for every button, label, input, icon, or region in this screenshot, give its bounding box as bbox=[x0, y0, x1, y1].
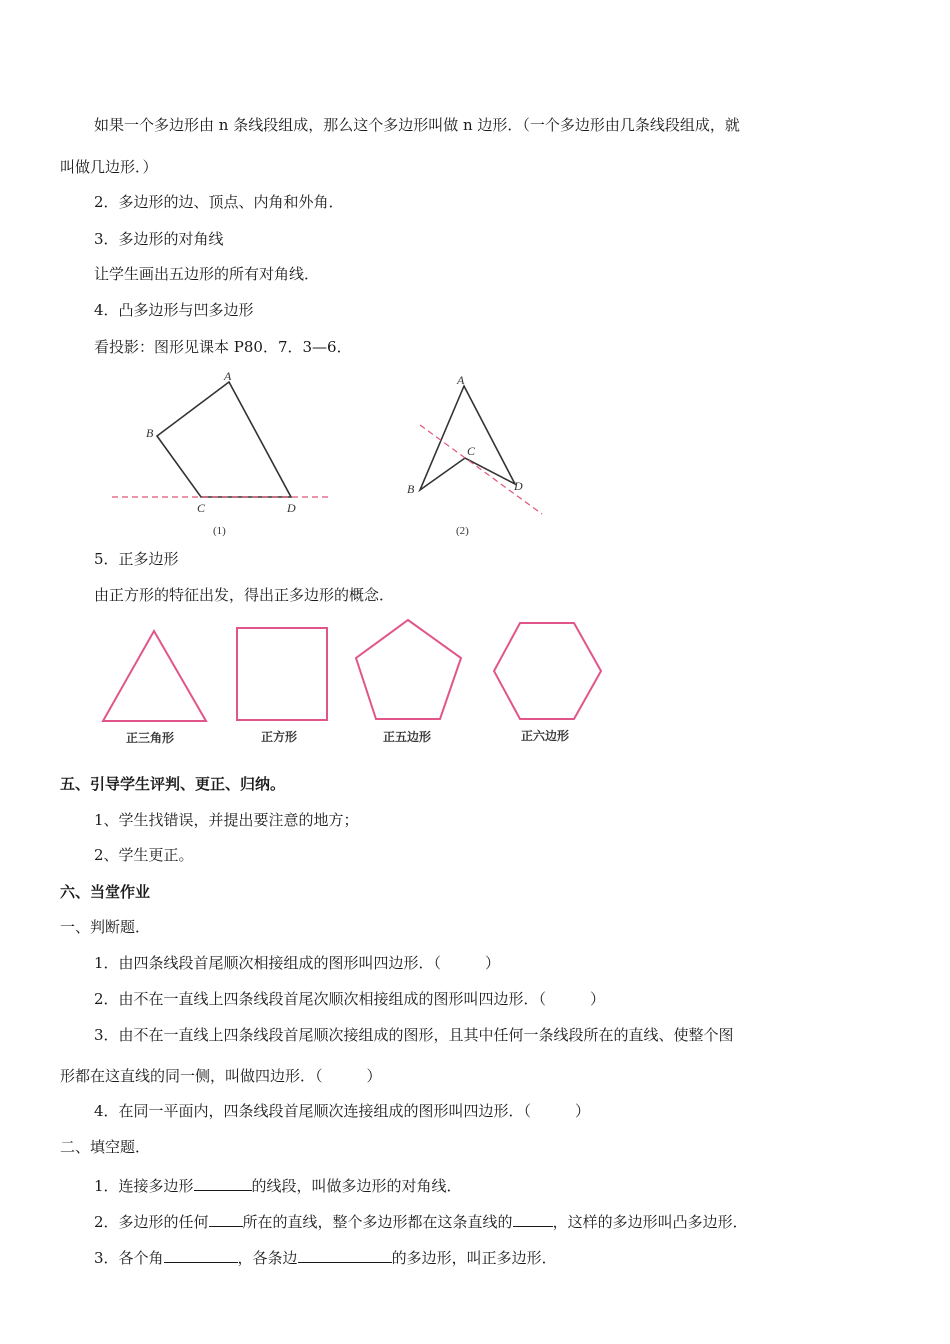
fill-blank-2a[interactable] bbox=[209, 1210, 243, 1227]
fill-blank-2b[interactable] bbox=[513, 1210, 553, 1227]
regular-hexagon bbox=[494, 623, 601, 719]
equilateral-triangle bbox=[103, 631, 206, 721]
label-a-1: A bbox=[224, 369, 232, 383]
fill-blank-3b[interactable] bbox=[298, 1246, 392, 1263]
label-b-1: B bbox=[146, 426, 154, 440]
item-3-note: 让学生画出五边形的所有对角线． bbox=[94, 265, 320, 283]
item-5-note: 由正方形的特征出发，得出正多边形的概念． bbox=[94, 586, 395, 604]
caption-square: 正方形 bbox=[261, 730, 298, 744]
caption-pentagon: 正五边形 bbox=[383, 730, 432, 744]
label-d-2: D bbox=[514, 479, 523, 493]
fill-3-text-c: 的多边形，叫正多边形． bbox=[391, 1249, 557, 1267]
fill-1-text-b: 的线段，叫做多边形的对角线． bbox=[251, 1177, 462, 1195]
question-3-line-2 bbox=[60, 1066, 382, 1086]
fill-3-text-b: ，各条边 bbox=[237, 1249, 298, 1267]
concave-quadrilateral bbox=[420, 386, 515, 490]
fill-1 bbox=[94, 1174, 462, 1196]
question-3-line-1: 3．由不在一直线上四条线段首尾顺次接组成的图形，且其中任何一条线段所在的直线、使整个图 bbox=[94, 1026, 734, 1044]
question-4 bbox=[94, 1101, 590, 1121]
convex-quadrilateral bbox=[157, 382, 291, 497]
close-paren-4: ） bbox=[575, 1102, 591, 1120]
close-paren-1: ） bbox=[485, 954, 501, 972]
item-3: 3．多边形的对角线 bbox=[94, 230, 224, 248]
fill-1-text-a: 1．连接多边形 bbox=[94, 1177, 194, 1195]
fill-3-text-a: 3．各个角 bbox=[94, 1249, 164, 1267]
square-shape bbox=[237, 628, 327, 720]
question-4-text: 4．在同一平面内，四条线段首尾顺次连接组成的图形叫四边形．（ bbox=[94, 1102, 532, 1120]
label-c-2: C bbox=[467, 444, 476, 458]
intro-line-1: 如果一个多边形由 n 条线段组成，那么这个多边形叫做 n 边形．（一个多边形由几条线段组成，就 bbox=[94, 116, 740, 134]
section-5-item-1: 1、学生找错误，并提出要注意的地方； bbox=[94, 811, 359, 829]
regular-pentagon bbox=[356, 620, 461, 719]
fill-2 bbox=[94, 1210, 748, 1232]
part-2-title: 二、填空题． bbox=[60, 1138, 151, 1156]
intro-line-2: 叫做几边形．） bbox=[60, 158, 158, 176]
part-1-title: 一、判断题． bbox=[60, 918, 151, 936]
section-5-title: 五、引导学生评判、更正、归纳。 bbox=[60, 775, 286, 793]
question-3-text: 形都在这直线的同一侧，叫做四边形．（ bbox=[60, 1067, 323, 1085]
fill-2-text-c: ，这样的多边形叫凸多边形． bbox=[552, 1213, 748, 1231]
caption-1: (1) bbox=[213, 525, 226, 537]
item-4-note: 看投影：图形见课本 P80．7．3—6． bbox=[94, 338, 352, 356]
label-d-1: D bbox=[287, 501, 296, 515]
item-5: 5．正多边形 bbox=[94, 550, 179, 568]
item-2: 2．多边形的边、顶点、内角和外角． bbox=[94, 193, 344, 211]
question-2 bbox=[94, 989, 605, 1009]
concave-dashed-line bbox=[420, 425, 542, 514]
fill-2-text-b: 所在的直线，整个多边形都在这条直线的 bbox=[242, 1213, 513, 1231]
label-a-2: A bbox=[457, 373, 465, 387]
fill-blank-3a[interactable] bbox=[164, 1246, 238, 1263]
fill-3 bbox=[94, 1246, 557, 1268]
item-4: 4．凸多边形与凹多边形 bbox=[94, 301, 254, 319]
caption-triangle: 正三角形 bbox=[126, 731, 175, 745]
close-paren-2: ） bbox=[590, 990, 606, 1008]
question-1 bbox=[94, 953, 500, 973]
regular-polygons-figure bbox=[98, 615, 618, 750]
convex-concave-figure bbox=[100, 367, 560, 542]
close-paren-3: ） bbox=[366, 1067, 382, 1085]
label-c-1: C bbox=[197, 501, 206, 515]
question-2-text: 2．由不在一直线上四条线段首尾次顺次相接组成的图形叫四边形．（ bbox=[94, 990, 547, 1008]
caption-hexagon: 正六边形 bbox=[521, 729, 570, 743]
question-1-text: 1．由四条线段首尾顺次相接组成的图形叫四边形．（ bbox=[94, 954, 442, 972]
fill-2-text-a: 2．多边形的任何 bbox=[94, 1213, 209, 1231]
section-6-title: 六、当堂作业 bbox=[60, 883, 151, 901]
label-b-2: B bbox=[407, 482, 415, 496]
fill-blank-1[interactable] bbox=[194, 1174, 252, 1191]
caption-2: (2) bbox=[456, 525, 469, 537]
section-5-item-2: 2、学生更正。 bbox=[94, 846, 194, 864]
